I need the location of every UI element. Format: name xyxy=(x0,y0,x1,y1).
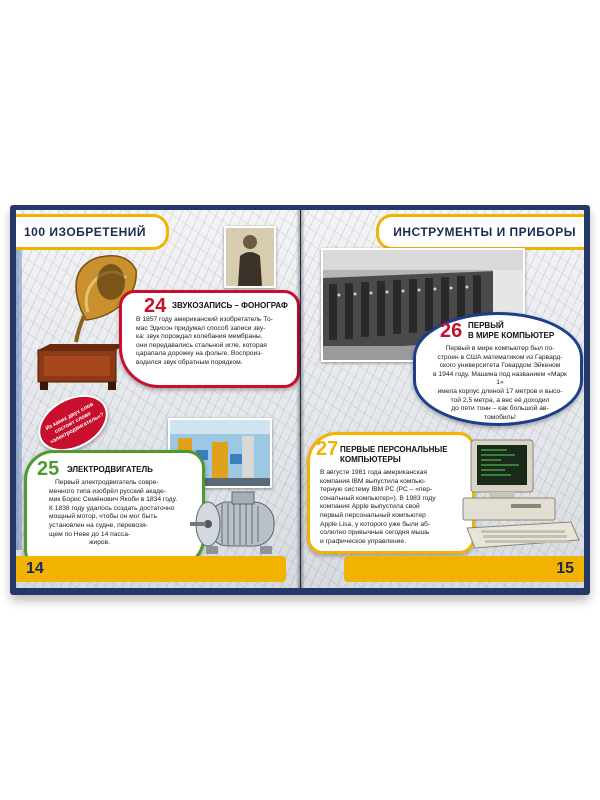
book-spine xyxy=(296,210,305,588)
left-header-title: 100 ИЗОБРЕТЕНИЙ xyxy=(24,225,147,239)
right-header-title: ИНСТРУМЕНТЫ И ПРИБОРЫ xyxy=(393,225,576,239)
left-header-bar xyxy=(16,214,169,250)
fact-line: установлен на судне, перевозя- xyxy=(49,521,148,529)
fact-line: Apple Lisa, у которого уже были аб- xyxy=(320,520,431,528)
fact-number-25: 25 xyxy=(37,458,60,480)
fact-title-25: ЭЛЕКТРОДВИГАТЕЛЬ xyxy=(67,465,153,474)
fact-box-24 xyxy=(119,290,300,388)
fact-line: сональный компьютер»). В 1983 году xyxy=(320,494,436,502)
fact-number-26: 26 xyxy=(440,320,463,342)
edison-photo xyxy=(224,226,276,288)
fact-line: компания Apple выпустила свой xyxy=(320,503,420,511)
edison-figure-icon xyxy=(226,228,274,286)
fact-line: менного типа изобрёл русский акаде- xyxy=(49,487,166,495)
fact-line: Первый электродвигатель совре- xyxy=(55,479,159,486)
quiz-text: Из каких двух слов состоит слово «электродвигатель»? xyxy=(44,401,106,446)
left-page-number: 14 xyxy=(26,560,44,577)
fact-line: щем по Неве до 14 пасса- xyxy=(49,530,131,538)
fact-line: К 1838 году удалось создать достаточно xyxy=(49,504,175,512)
fact-text-27 xyxy=(320,469,468,546)
fact-line: той 2,5 метра, а вес её доходил xyxy=(450,396,550,404)
fact-line: солютно привычные сегодня мышь xyxy=(320,529,430,537)
electric-motor-image xyxy=(186,482,296,562)
left-bottom-bar xyxy=(16,556,286,582)
right-page-number: 15 xyxy=(556,560,574,577)
fact-box-26 xyxy=(413,312,583,426)
fact-line: мощный мотор, чтобы он мог быть xyxy=(49,513,157,521)
fact-line: и графическое управление. xyxy=(320,537,406,545)
fact-line: Первый в мире компьютер был по- xyxy=(445,345,555,352)
fact-box-27 xyxy=(307,432,475,554)
fact-line: царапала дорожку на фольге. Воспроиз- xyxy=(136,350,263,358)
fact-title-24: ЗВУКОЗАПИСЬ – ФОНОГРАФ xyxy=(172,301,288,310)
right-header-bar xyxy=(376,214,584,250)
right-bottom-bar xyxy=(344,556,584,582)
fact-line: жиров. xyxy=(89,539,111,547)
fact-box-25 xyxy=(24,450,205,568)
fact-line: они передавались стальной игле, которая xyxy=(136,341,267,349)
right-page xyxy=(301,210,584,588)
fact-line: В августе 1981 года американская xyxy=(320,469,428,476)
fact-line: имела корпус длиной 17 метров и высо- xyxy=(437,387,563,395)
fact-title-26-line2: В МИРЕ КОМПЬЮТЕР xyxy=(468,331,555,340)
fact-line: терную систему IBM PC (PC – «пер- xyxy=(320,486,433,494)
personal-computer-image xyxy=(461,436,581,551)
fact-text-24 xyxy=(136,316,294,368)
fact-line: водился звук обратным порядком. xyxy=(136,358,243,366)
fact-text-26 xyxy=(430,345,570,422)
fact-number-27: 27 xyxy=(316,438,339,460)
fact-line: ка: звук порождал колебания мембраны, xyxy=(136,333,263,341)
left-page xyxy=(16,210,300,588)
fact-text-25 xyxy=(49,479,199,548)
fact-line: в 1944 году. Машина под названием «Марк 1» xyxy=(433,370,567,387)
fact-title-27-line2: КОМПЬЮТЕРЫ xyxy=(340,455,401,464)
fact-title-27-line1: ПЕРВЫЕ ПЕРСОНАЛЬНЫЕ xyxy=(340,445,448,454)
fact-line: В 1857 году американский изобретатель То- xyxy=(136,316,273,323)
left-edge-strip xyxy=(16,250,22,550)
fact-number-24: 24 xyxy=(144,295,167,317)
fact-line: томобиль! xyxy=(484,413,516,421)
fact-line: компания IBM выпустила компью- xyxy=(320,477,426,485)
fact-line: до пяти тонн – как большой ав- xyxy=(451,405,549,413)
fact-title-26-line1: ПЕРВЫЙ xyxy=(468,321,504,330)
fact-line: мик Борис Семёнович Якоби в 1834 году. xyxy=(49,496,178,504)
fact-line: первый персональный компьютер xyxy=(320,511,426,519)
fact-line: мас Эдисон придумал способ записи зву- xyxy=(136,324,266,332)
fact-line: ского университета Говардом Эйкеном xyxy=(439,362,561,370)
fact-line: строен в США математиком из Гарвард- xyxy=(437,353,563,361)
